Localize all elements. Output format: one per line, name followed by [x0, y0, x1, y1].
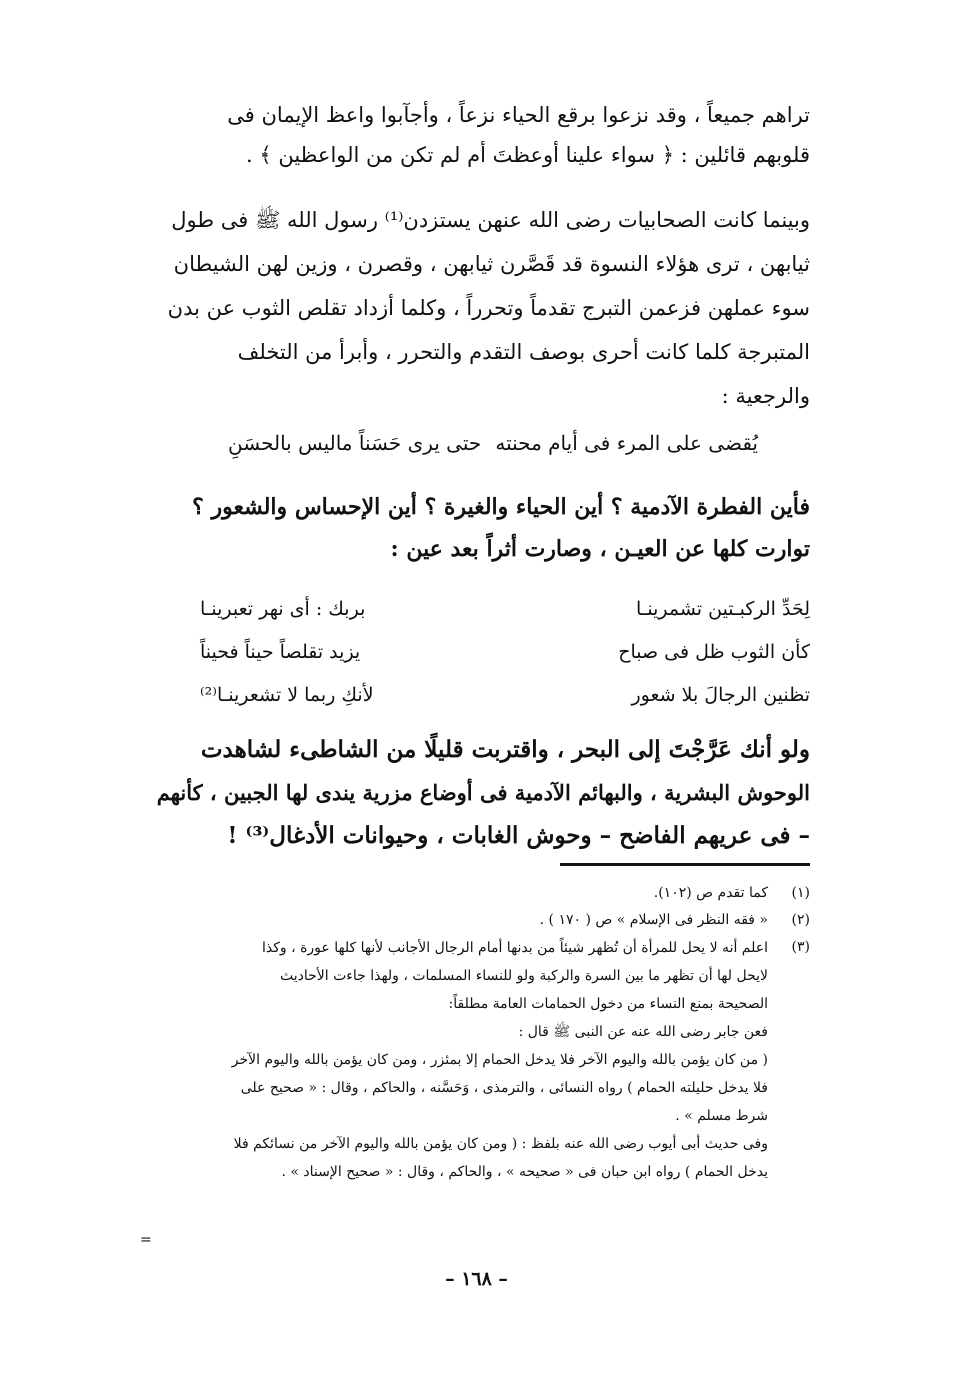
text-line: توارت كلها عن العيـن ، وصارت أثراً بعد عين : — [390, 536, 810, 562]
footnote-3 — [142, 934, 810, 1186]
footnote-line: فلا يدخل حليلته الحمام ) رواه النسائى ، والترمذى ، وَحَسَّنه ، والحاكم ، وقال : « صحيح على — [240, 1080, 768, 1096]
text-line: وبينما كانت الصحابيات رضى الله عنهن يستزدن⁽¹⁾ رسول الله ﷺ فى طول — [171, 208, 810, 232]
text-line: قلوبهم قائلين : ﴿ سواء علينا أوعظتَ أم لم تكن من الواعظين ﴾ . — [246, 143, 810, 167]
poem-verse — [200, 637, 810, 680]
verse-first-hemistich: يُقضى على المرء فى أيام محنته — [495, 431, 758, 455]
text-line: – فى عريهم الفاضح – وحوش الغابات ، وحيوانات الأدغال⁽³⁾ ! — [227, 822, 810, 849]
footnote-number: (١) — [791, 885, 810, 901]
footnote-line: فعن جابر رضى الله عنه عن النبى ﷺ قال : — [518, 1024, 768, 1040]
text-line: والرجعية : — [721, 384, 810, 408]
text-line: سوء عملهن فزعمن التبرج تقدماً وتحرراً ، وكلما أزداد تقلص الثوب عن بدن — [167, 296, 810, 320]
text-line: الوحوش البشرية ، والبهائم الآدمية فى أوضاع مزرية يندى لها الجبين ، كأنهم — [156, 780, 810, 805]
footnote-separator — [560, 863, 810, 866]
poem-verse — [200, 594, 810, 637]
text-line: تراهم جميعاً ، وقد نزعوا برقع الحياء نزعاً ، وأجآبوا واعظ الإيمان فى — [227, 103, 810, 127]
footnotes — [142, 880, 810, 1186]
footnote-number: (٣) — [791, 939, 810, 955]
footnote-line: اعلم أنه لا يحل للمرأة أن تُظهر شيئاً من بدنها أمام الرجال الأجانب لأنها كلها عورة ، وكذا — [261, 940, 768, 956]
footnote-line: يدخل الحمام ) رواه ابن حبان فى « صحيحه » ، والحاكم ، وقال : « صحيح الإسناد » . — [281, 1164, 768, 1180]
paragraph-3 — [142, 486, 810, 570]
footnote-line: لايحل لها أن تظهر ما بين السرة والركبة ولو للنساء المسلمات ، ولهذا جاءت الأحاديث — [279, 968, 768, 984]
footnote-1 — [142, 880, 810, 907]
footnote-line: شرط مسلم » . — [675, 1108, 768, 1124]
verse-first-hemistich: كأن الثوب ظل فى صباح — [618, 641, 810, 663]
verse-second-hemistich: يزيد تقلصاً حيناً فحيناً — [200, 641, 361, 663]
page-number: – ١٦٨ – — [445, 1268, 508, 1290]
text-line: ثيابهن ، ترى هؤلاء النسوة قد قَصَّرن ثيابهن ، وقصرن ، وزين لهن الشيطان — [173, 252, 810, 276]
poem — [200, 594, 810, 723]
text-line: ولو أنك عَرَّجْتَ إلى البحر ، واقتربت قليلًا من الشاطىء لشاهدت — [200, 736, 810, 763]
continuation-mark: = — [140, 1232, 152, 1248]
verse-first-hemistich: لِحَدِّ الركبـتين تشمرينـا — [635, 598, 810, 620]
verse-second-hemistich: حتى يرى حَسَناً ماليس بالحسَنِ — [228, 431, 482, 455]
footnote-number: (٢) — [791, 912, 810, 928]
footnote-line: الصحيحة بمنع النساء من دخول الحمامات العامة مطلقاً: — [448, 996, 768, 1012]
verse-first-hemistich: تظنين الرجالَ بلا شعور — [631, 684, 810, 706]
footnote-line: ( من كان يؤمن بالله واليوم الآخر فلا يدخل الحمام إلا بمئزر ، ومن كان يؤمن بالله واليوم الآخر — [231, 1052, 768, 1068]
paragraph-1 — [142, 95, 810, 175]
footnote-line: وفى حديث أبى أيوب رضى الله عنه بلفظ : ( ومن كان يؤمن بالله واليوم الآخر من نسائكم فلا — [233, 1136, 768, 1152]
footnote-line: « فقه النظر فى الإسلام » ص ( ١٧٠ ) . — [539, 912, 768, 928]
footnote-line: كما تقدم ص (١٠٢). — [653, 885, 768, 901]
verse-second-hemistich: بربك : أى نهر تعبرينـا — [200, 598, 366, 620]
paragraph-2 — [142, 198, 810, 418]
text-line: المتبرجة كلما كانت أحرى بوصف التقدم والتحرر ، وأبرأ من التخلف — [237, 340, 810, 364]
paragraph-4 — [142, 728, 810, 857]
poem-verse — [200, 680, 810, 723]
verse-second-hemistich: لأنكِ ربما لا تشعرينـا⁽²⁾ — [200, 684, 374, 706]
footnote-2 — [142, 907, 810, 934]
text-line: فأين الفطرة الآدمية ؟ أين الحياء والغيرة ؟ أين الإحساس والشعور ؟ — [192, 494, 810, 520]
